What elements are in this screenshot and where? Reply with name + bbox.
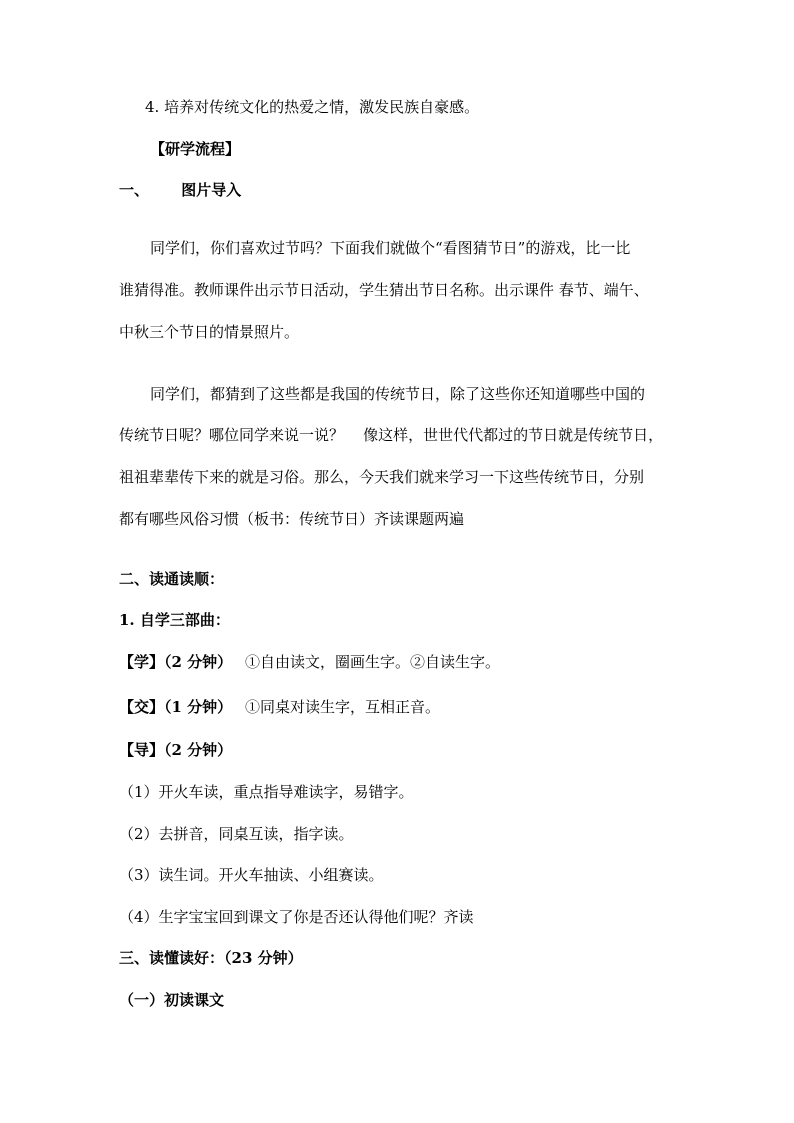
exchange-tag: 【交】 bbox=[119, 698, 165, 716]
paragraph-1-line-3: 中秋三个节日的情景照片。 bbox=[119, 323, 300, 341]
paragraph-2-line-1: 同学们，都猜到了这些都是我国的传统节日，除了这些你还知道哪些中国的 bbox=[150, 385, 646, 403]
self-study-heading: 1. 自学三部曲： bbox=[119, 611, 230, 629]
paragraph-2-line-4: 都有哪些风俗习惯（板书：传统节日）齐读课题两遍 bbox=[119, 510, 465, 528]
exchange-time: （1 分钟） bbox=[164, 698, 233, 716]
learn-time: （2 分钟） bbox=[164, 653, 233, 671]
paragraph-2-line-3: 祖祖辈辈传下来的就是习俗。那么，今天我们就来学习一下这些传统节日，分别 bbox=[119, 468, 645, 486]
learn-tag: 【学】 bbox=[119, 653, 165, 671]
guide-time: （2 分钟） bbox=[164, 741, 233, 759]
guide-step-1: （1）开火车读，重点指导难读字，易错字。 bbox=[119, 783, 414, 801]
guide-step-2: （2）去拼音，同桌互读，指字读。 bbox=[119, 825, 354, 843]
guide-step bbox=[119, 740, 232, 760]
guide-step-3: （3）读生词。开火车抽读、小组赛读。 bbox=[119, 866, 384, 884]
section-3-heading: 三、读懂读好：（23 分钟） bbox=[119, 949, 303, 967]
guide-tag: 【导】 bbox=[119, 741, 165, 759]
section-research-flow: 【研学流程】 bbox=[150, 140, 241, 158]
paragraph-2-line-2: 传统节日呢？哪位同学来说一说？ 像这样，世世代代都过的节日就是传统节日， bbox=[119, 426, 664, 444]
paragraph-1-line-1: 同学们，你们喜欢过节吗？下面我们就做个“看图猜节日”的游戏，比一比 bbox=[150, 239, 631, 257]
paragraph-1-line-2: 谁猜得准。教师课件出示节日活动，学生猜出节日名称。出示课件 春节、端午、 bbox=[119, 281, 649, 299]
exchange-text: ①同桌对读生字，互相正音。 bbox=[244, 698, 440, 716]
learn-step bbox=[119, 652, 500, 672]
section-1-title: 图片导入 bbox=[181, 181, 242, 199]
section-1-number: 一、 bbox=[119, 181, 150, 199]
objective-4: 4. 培养对传统文化的热爱之情，激发民族自豪感。 bbox=[145, 98, 480, 116]
subsection-1-heading: （一）初读课文 bbox=[119, 991, 225, 1009]
section-1-heading bbox=[119, 180, 241, 200]
guide-step-4: （4）生字宝宝回到课文了你是否还认得他们呢？齐读 bbox=[119, 908, 474, 926]
exchange-step bbox=[119, 697, 440, 717]
section-2-heading: 二、读通读顺： bbox=[119, 570, 225, 588]
learn-text: ①自由读文，圈画生字。②自读生字。 bbox=[244, 653, 500, 671]
